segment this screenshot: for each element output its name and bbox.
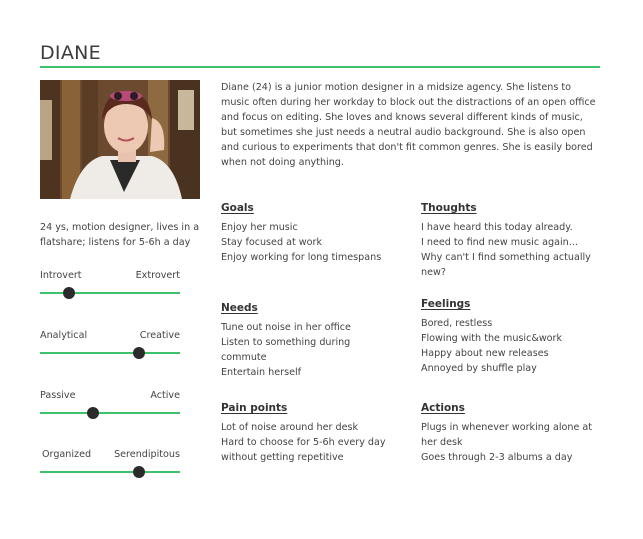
trait-right-label: Creative	[139, 330, 180, 341]
trait-left-label: Organized	[42, 449, 92, 460]
trait-left-label: Analytical	[40, 330, 88, 341]
needs-item: Listen to something during commute	[221, 337, 351, 363]
goals-heading: Goals	[221, 202, 254, 214]
thoughts-heading: Thoughts	[421, 202, 477, 214]
needs-section	[221, 302, 381, 380]
thoughts-item: I need to find new music again...	[421, 237, 578, 248]
goals-section	[221, 202, 411, 265]
trait-track	[40, 292, 180, 294]
persona-name: DIANE	[40, 42, 101, 64]
needs-item: Entertain herself	[221, 367, 302, 378]
thoughts-item: Why can't I find something actually new?	[421, 252, 591, 278]
trait-knob	[133, 347, 145, 359]
trait-track	[40, 412, 180, 414]
trait-slider-passive-active	[40, 390, 180, 420]
goals-item: Enjoy working for long timespans	[221, 252, 382, 263]
actions-item: Plugs in whenever working alone at her desk	[421, 422, 593, 448]
trait-knob	[87, 407, 99, 419]
persona-summary: 24 ys, motion designer, lives in a flatshare; listens for 5-6h a day	[40, 222, 200, 248]
title-divider	[40, 66, 600, 68]
feelings-section	[421, 298, 601, 376]
pain-points-item: Lot of noise around her desk	[221, 422, 359, 433]
trait-knob	[133, 466, 145, 478]
trait-slider-analytical-creative	[40, 330, 180, 360]
trait-right-label: Extrovert	[135, 270, 180, 281]
pain-points-heading: Pain points	[221, 402, 288, 414]
persona-photo	[40, 80, 200, 199]
pain-points-item: Hard to choose for 5-6h every day without getting repetitive	[221, 437, 386, 463]
actions-item: Goes through 2-3 albums a day	[421, 452, 573, 463]
feelings-item: Bored, restless	[421, 318, 493, 329]
persona-bio: Diane (24) is a junior motion designer in a midsize agency. She listens to music often during her workday to block out the distractions of an open office and focus on editing. She loves and knows several different kinds of music, but sometimes she just needs a neutral audio background. She is also open and curious to experiments that don't fit common genres. She is easily bored when not doing anything.	[221, 82, 596, 168]
needs-heading: Needs	[221, 302, 258, 314]
trait-knob	[63, 287, 75, 299]
feelings-item: Annoyed by shuffle play	[421, 363, 537, 374]
goals-item: Enjoy her music	[221, 222, 298, 233]
actions-section	[421, 402, 601, 465]
feelings-heading: Feelings	[421, 298, 471, 310]
thoughts-section	[421, 202, 601, 280]
trait-slider-introvert-extrovert	[40, 270, 180, 300]
trait-left-label: Passive	[40, 390, 76, 401]
trait-track	[40, 471, 180, 473]
trait-track	[40, 352, 180, 354]
needs-item: Tune out noise in her office	[221, 322, 351, 333]
trait-left-label: Introvert	[40, 270, 82, 281]
trait-slider-organized-serendipitous	[40, 449, 180, 479]
pain-points-section	[221, 402, 401, 465]
trait-right-label: Active	[150, 390, 180, 401]
feelings-item: Happy about new releases	[421, 348, 549, 359]
feelings-item: Flowing with the music&work	[421, 333, 563, 344]
goals-item: Stay focused at work	[221, 237, 323, 248]
actions-heading: Actions	[421, 402, 465, 414]
thoughts-item: I have heard this today already.	[421, 222, 573, 233]
trait-right-label: Serendipitous	[114, 449, 180, 460]
